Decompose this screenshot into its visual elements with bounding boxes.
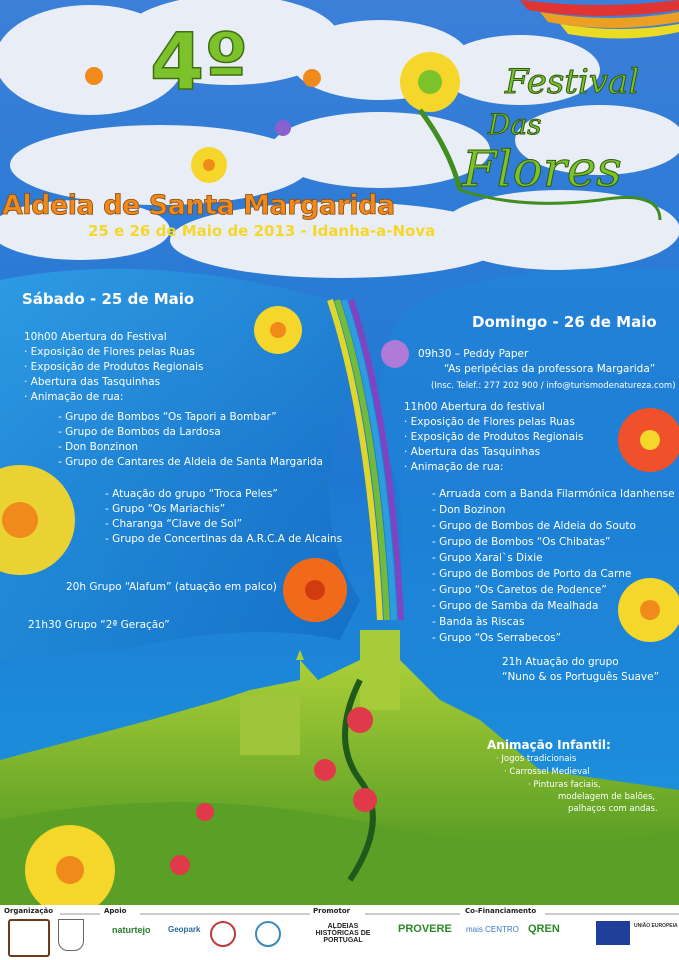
saturday-line: - Grupo de Bombos da Lardosa <box>58 426 221 438</box>
organizer-logo-icon <box>8 919 50 957</box>
eu-flag-icon <box>596 921 630 945</box>
municipality-crest-icon <box>58 919 84 951</box>
sunday-line: - Arruada com a Banda Filarmónica Idanhense <box>432 488 675 500</box>
peddy-paper-contact: (Insc. Telef.: 277 202 900 / info@turismodenatureza.com) <box>431 381 676 391</box>
peddy-paper-title: “As peripécias da professora Margarida” <box>444 363 656 375</box>
promotor-label: Promotor <box>313 907 351 915</box>
kids-line: · Jogos tradicionais <box>496 754 577 764</box>
sunday-heading: Domingo - 26 de Maio <box>472 313 657 331</box>
organizacao-label: Organização <box>4 907 53 915</box>
sunday-line: - Banda às Riscas <box>432 616 525 628</box>
sunday-line: · Exposição de Produtos Regionais <box>404 431 584 443</box>
saturday-line: - Grupo de Bombos “Os Tapori a Bombar” <box>58 411 277 423</box>
sunday-line: - Don Bozinon <box>432 504 506 516</box>
circle-logo-icon <box>210 921 236 947</box>
provere-logo: PROVERE <box>398 923 452 935</box>
geopark-logo: Geopark <box>168 925 201 934</box>
saturday-line: - Grupo de Concertinas da A.R.C.A de Alcains <box>105 533 343 545</box>
aldeias-historicas-logo: ALDEIAS HISTÓRICAS DE PORTUGAL <box>315 923 371 944</box>
saturday-line: - Grupo de Cantares de Aldeia de Santa Margarida <box>58 456 323 468</box>
sunday-line: - Grupo “Os Caretos de Podence” <box>432 584 607 596</box>
saturday-line: - Charanga “Clave de Sol” <box>105 518 243 530</box>
apoio-label: Apoio <box>104 907 127 915</box>
sunday-line: - Grupo de Samba da Mealhada <box>432 600 599 612</box>
sunday-line: - Grupo de Bombos de Porto da Carne <box>432 568 632 580</box>
saturday-heading: Sábado - 25 de Maio <box>22 290 195 308</box>
saturday-line: - Atuação do grupo “Troca Peles” <box>105 488 278 500</box>
saturday-line: · Exposição de Produtos Regionais <box>24 361 204 373</box>
sunday-line: “Nuno & os Português Suave” <box>502 671 660 683</box>
peddy-paper-time: 09h30 – Peddy Paper <box>418 348 529 360</box>
sunday-line: · Animação de rua: <box>404 461 504 473</box>
dates-line: 25 e 26 de Maio de 2013 - Idanha-a-Nova <box>88 222 436 240</box>
sunday-line: 21h Atuação do grupo <box>502 656 619 668</box>
sunday-line: - Grupo de Bombos de Aldeia do Souto <box>432 520 636 532</box>
saturday-line: 21h30 Grupo “2ª Geração” <box>28 619 170 631</box>
location-title: Aldeia de Santa Margarida <box>2 190 395 221</box>
das-word: Das <box>488 108 542 141</box>
sunday-line: 11h00 Abertura do festival <box>404 401 545 413</box>
edition-label: 4º <box>150 18 249 108</box>
saturday-line: 10h00 Abertura do Festival <box>24 331 167 343</box>
kids-heading: Animação Infantil: <box>487 738 611 752</box>
mais-centro-logo: mais CENTRO <box>466 925 519 934</box>
kids-line: · Carrossel Medieval <box>504 767 590 777</box>
sponsor-divider <box>0 913 679 915</box>
sunday-line: · Exposição de Flores pelas Ruas <box>404 416 575 428</box>
saturday-line: - Don Bonzinon <box>58 441 139 453</box>
kids-line: modelagem de balões, <box>558 792 656 802</box>
sunday-line: - Grupo “Os Serrabecos” <box>432 632 562 644</box>
saturday-line: · Abertura das Tasquinhas <box>24 376 161 388</box>
saturday-line: · Exposição de Flores pelas Ruas <box>24 346 195 358</box>
sunday-line: · Abertura das Tasquinhas <box>404 446 541 458</box>
sunday-line: - Grupo Xaral`s Dixie <box>432 552 543 564</box>
flores-word: Flores <box>462 140 622 198</box>
saturday-line: 20h Grupo “Alafum” (atuação em palco) <box>66 581 277 593</box>
festival-word: Festival <box>505 62 640 102</box>
centro-logo-icon <box>255 921 281 947</box>
saturday-line: · Animação de rua: <box>24 391 124 403</box>
sponsor-strip <box>0 905 679 960</box>
sunday-line: - Grupo de Bombos “Os Chibatas” <box>432 536 611 548</box>
kids-line: · Pinturas faciais, <box>528 780 601 790</box>
naturtejo-logo: naturtejo <box>112 925 151 935</box>
eu-logo-label: UNIÃO EUROPEIA <box>634 923 678 929</box>
kids-line: palhaços com andas. <box>568 804 658 814</box>
qren-logo: QREN <box>528 923 560 935</box>
cofinanciamento-label: Co-Financiamento <box>465 907 537 915</box>
saturday-line: - Grupo “Os Mariachis” <box>105 503 226 515</box>
